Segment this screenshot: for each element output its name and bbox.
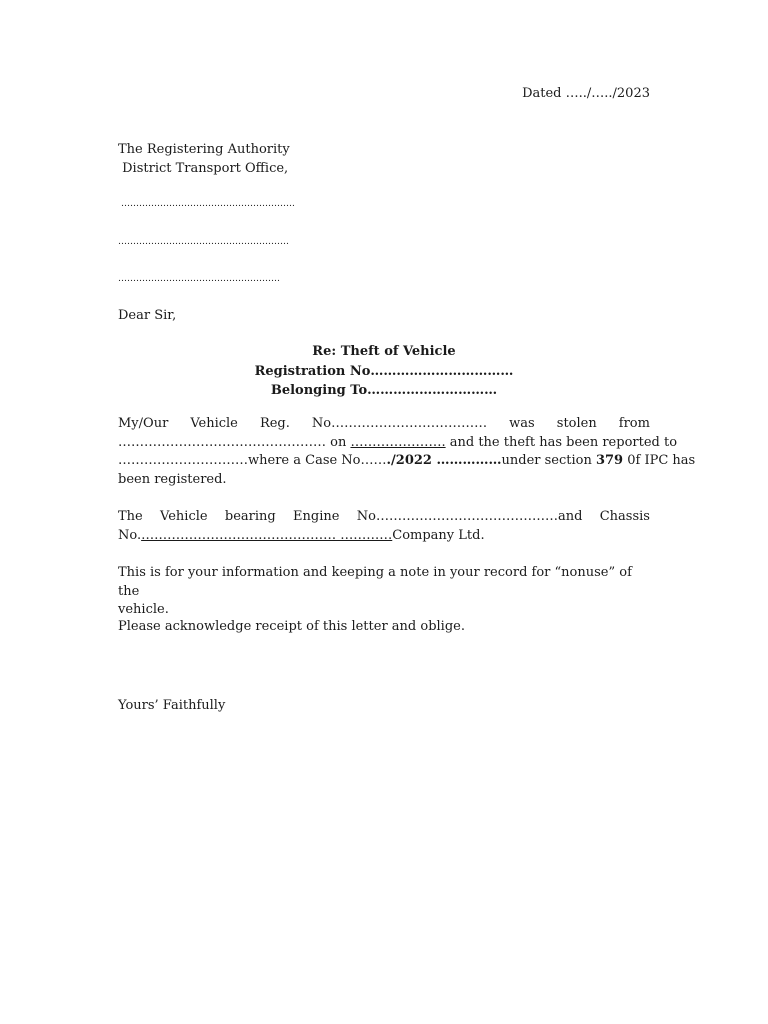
address-blank-2: ………………………………………………… <box>118 237 289 247</box>
recipient-office: District Transport Office, <box>118 160 289 176</box>
subject-belonging: Belonging To………………………… <box>270 383 498 398</box>
address-blank-3: ……………………………………………… <box>118 274 280 284</box>
address-blank-1: …………………………………………………. <box>121 199 295 209</box>
subject-re: Re: Theft of Vehicle <box>312 344 456 359</box>
salutation: Dear Sir, <box>118 308 177 323</box>
address-block <box>118 141 650 178</box>
closing: Yours’ Faithfully <box>118 698 226 713</box>
paragraph-theft <box>118 415 696 489</box>
paragraph-acknowledge: Please acknowledge receipt of this letter and oblige. <box>118 619 465 634</box>
para1-line2: ………………………………………… on …………………. and the theft has been reported to <box>118 434 678 450</box>
para1-line4: been registered. <box>118 471 227 487</box>
para2-line1: The Vehicle bearing Engine No……………………………………and Chassis <box>118 509 650 524</box>
para3-line2: vehicle. <box>118 602 169 617</box>
subject-registration: Registration No…………………………… <box>254 363 514 379</box>
para3-line1: This is for your information and keeping a note in your record for “nonuse” of the <box>118 565 632 599</box>
para1-line1: My/Our Vehicle Reg. No……………………………… was stolen from <box>118 416 650 431</box>
recipient-title: The Registering Authority <box>118 142 290 157</box>
subject-block <box>118 343 650 401</box>
para1-line3: …………………………where a Case No……./2022 ……………under section 379 0f IPC has <box>118 453 696 468</box>
para2-line2: No.……………………………………… …………Company Ltd. <box>118 527 485 543</box>
paragraph-engine-chassis <box>118 508 650 545</box>
date-line: Dated …../…../2023 <box>522 86 650 101</box>
paragraph-information <box>118 564 650 620</box>
